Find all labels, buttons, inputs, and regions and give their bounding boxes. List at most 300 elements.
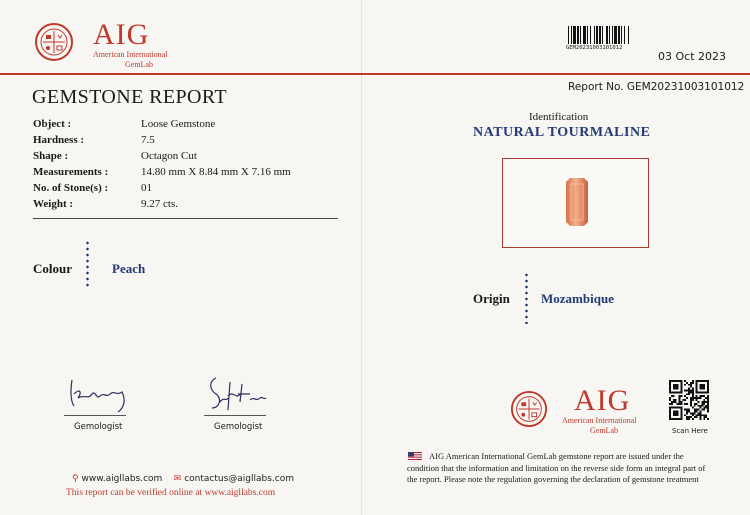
qr-module <box>696 388 698 390</box>
qr-module <box>686 393 688 395</box>
qr-module <box>680 391 682 393</box>
brand-name: AIG <box>93 18 150 51</box>
qr-module <box>673 399 675 401</box>
qr-module <box>701 386 703 388</box>
qr-module <box>690 405 692 407</box>
barcode-bar <box>609 26 610 44</box>
globe-icon: ⚲ <box>72 474 79 484</box>
qr-module <box>701 403 703 405</box>
qr-module <box>680 409 682 411</box>
qr-module <box>675 412 677 414</box>
qr-module <box>680 416 682 418</box>
qr-module <box>692 418 694 420</box>
qr-module <box>671 418 673 420</box>
qr-module <box>699 397 701 399</box>
qr-module <box>705 391 707 393</box>
qr-module <box>699 410 701 412</box>
qr-module <box>684 414 686 416</box>
qr-module <box>690 397 692 399</box>
qr-module <box>699 418 701 420</box>
qr-module <box>703 384 705 386</box>
qr-module <box>684 395 686 397</box>
qr-module <box>707 410 709 412</box>
qr-module <box>698 380 700 382</box>
qr-module <box>671 391 673 393</box>
qr-module <box>698 412 700 414</box>
detail-value: 01 <box>141 182 152 194</box>
qr-module <box>688 409 690 411</box>
barcode-bar <box>583 26 586 44</box>
qr-module <box>692 388 694 390</box>
qr-module <box>679 407 681 409</box>
qr-module <box>694 412 696 414</box>
qr-module <box>699 405 701 407</box>
header-rule <box>0 73 750 75</box>
qr-module <box>690 401 692 403</box>
qr-module <box>677 384 679 386</box>
qr-module <box>692 407 694 409</box>
qr-module <box>694 409 696 411</box>
qr-module <box>690 386 692 388</box>
qr-module <box>680 401 682 403</box>
qr-module <box>669 390 671 392</box>
qr-module <box>669 414 671 416</box>
barcode-bar <box>580 26 581 44</box>
page-title: GEMSTONE REPORT <box>32 86 228 108</box>
detail-value: 9.27 cts. <box>141 198 178 210</box>
qr-module <box>707 380 709 382</box>
qr-module <box>694 416 696 418</box>
qr-module <box>673 418 675 420</box>
brand-logo <box>93 20 167 70</box>
qr-module <box>690 412 692 414</box>
qr-module <box>675 386 677 388</box>
barcode-bar <box>590 26 591 44</box>
detail-label: Object : <box>33 118 72 130</box>
qr-module <box>677 410 679 412</box>
qr-module <box>675 399 677 401</box>
qr-module <box>679 403 681 405</box>
qr-module <box>669 384 671 386</box>
qr-module <box>707 386 709 388</box>
qr-module <box>686 418 688 420</box>
qr-module <box>703 418 705 420</box>
qr-module <box>677 407 679 409</box>
qr-module <box>688 391 690 393</box>
qr-module <box>688 390 690 392</box>
qr-module <box>671 395 673 397</box>
qr-module <box>703 380 705 382</box>
qr-module <box>696 380 698 382</box>
qr-module <box>690 390 692 392</box>
barcode-bar <box>568 26 569 44</box>
qr-module <box>707 399 709 401</box>
qr-module <box>677 418 679 420</box>
qr-module <box>696 395 698 397</box>
qr-module <box>707 391 709 393</box>
qr-module <box>675 388 677 390</box>
qr-module <box>673 380 675 382</box>
qr-module <box>669 407 671 409</box>
detail-value: Octagon Cut <box>141 150 197 162</box>
qr-module <box>673 401 675 403</box>
qr-module <box>680 407 682 409</box>
qr-module <box>703 391 705 393</box>
barcode-bar <box>612 26 613 44</box>
qr-module <box>707 397 709 399</box>
qr-module <box>699 384 701 386</box>
qr-module <box>694 403 696 405</box>
qr-module <box>699 395 701 397</box>
qr-module <box>680 384 682 386</box>
qr-module <box>696 414 698 416</box>
qr-module <box>679 401 681 403</box>
qr-module <box>705 414 707 416</box>
identification-label: Identification <box>529 111 589 123</box>
qr-module <box>692 391 694 393</box>
qr-module <box>703 414 705 416</box>
qr-module <box>696 382 698 384</box>
qr-module <box>669 386 671 388</box>
qr-module <box>690 382 692 384</box>
barcode-bar <box>628 26 629 44</box>
qr-module <box>669 403 671 405</box>
signature-1-label: Gemologist <box>74 422 123 432</box>
colour-dot-separator <box>86 240 89 288</box>
qr-module <box>703 416 705 418</box>
qr-module <box>692 414 694 416</box>
identification-value: NATURAL TOURMALINE <box>473 125 651 140</box>
qr-module <box>673 412 675 414</box>
qr-module <box>686 409 688 411</box>
brand-name: AIG <box>574 384 631 417</box>
qr-module <box>699 407 701 409</box>
qr-module <box>686 397 688 399</box>
barcode-bar <box>614 26 617 44</box>
qr-module <box>669 391 671 393</box>
qr-module <box>686 410 688 412</box>
qr-module <box>703 403 705 405</box>
aig-emblem-icon <box>510 390 548 428</box>
brand-line1: American International <box>562 416 637 425</box>
qr-module <box>692 382 694 384</box>
barcode-bar <box>624 26 625 44</box>
qr-module <box>686 403 688 405</box>
qr-module <box>682 399 684 401</box>
qr-code[interactable] <box>669 380 709 420</box>
barcode-bar <box>602 26 603 44</box>
brand-line2: GemLab <box>590 426 618 435</box>
qr-module <box>707 409 709 411</box>
brand-line2: GemLab <box>125 60 153 69</box>
qr-module <box>684 380 686 382</box>
qr-module <box>679 418 681 420</box>
qr-caption: Scan Here <box>672 427 708 435</box>
qr-module <box>686 390 688 392</box>
qr-module <box>679 399 681 401</box>
signature-1 <box>66 372 130 414</box>
qr-module <box>680 390 682 392</box>
qr-module <box>675 407 677 409</box>
qr-module <box>671 403 673 405</box>
qr-module <box>690 384 692 386</box>
qr-module <box>692 397 694 399</box>
qr-module <box>696 386 698 388</box>
qr-module <box>669 416 671 418</box>
qr-module <box>686 412 688 414</box>
qr-module <box>701 380 703 382</box>
qr-module <box>692 380 694 382</box>
qr-module <box>696 397 698 399</box>
qr-module <box>688 384 690 386</box>
signature-2 <box>206 372 270 414</box>
barcode <box>568 26 652 44</box>
qr-module <box>698 409 700 411</box>
aig-emblem-icon <box>34 22 74 62</box>
qr-module <box>677 414 679 416</box>
qr-module <box>673 407 675 409</box>
qr-module <box>701 409 703 411</box>
qr-module <box>698 414 700 416</box>
qr-module <box>694 410 696 412</box>
qr-module <box>696 409 698 411</box>
origin-value: Mozambique <box>541 291 614 306</box>
brand-line1: American International <box>93 50 168 59</box>
qr-module <box>692 393 694 395</box>
qr-module <box>688 393 690 395</box>
qr-module <box>669 399 671 401</box>
qr-module <box>673 386 675 388</box>
mail-icon: ✉ <box>173 474 182 484</box>
qr-module <box>692 399 694 401</box>
qr-module <box>690 403 692 405</box>
barcode-bar <box>596 26 598 44</box>
qr-module <box>680 386 682 388</box>
qr-module <box>675 410 677 412</box>
qr-module <box>698 405 700 407</box>
detail-label: Measurements : <box>33 166 109 178</box>
qr-module <box>707 401 709 403</box>
qr-module <box>696 403 698 405</box>
qr-module <box>680 414 682 416</box>
qr-module <box>686 382 688 384</box>
qr-module <box>701 401 703 403</box>
barcode-bar <box>594 26 595 44</box>
qr-module <box>679 397 681 399</box>
qr-module <box>696 410 698 412</box>
qr-module <box>699 414 701 416</box>
qr-module <box>684 390 686 392</box>
detail-value: 14.80 mm X 8.84 mm X 7.16 mm <box>141 166 291 178</box>
qr-module <box>673 388 675 390</box>
qr-module <box>705 407 707 409</box>
contact-line <box>72 474 294 484</box>
qr-module <box>677 391 679 393</box>
qr-module <box>673 395 675 397</box>
qr-module <box>703 401 705 403</box>
center-divider <box>361 0 362 515</box>
origin-dot-separator <box>525 272 528 324</box>
qr-module <box>680 382 682 384</box>
colour-value: Peach <box>112 261 146 276</box>
qr-module <box>669 418 671 420</box>
qr-module <box>677 412 679 414</box>
barcode-bar <box>618 26 620 44</box>
barcode-text: GEM20231003101012 <box>566 45 623 51</box>
qr-module <box>669 397 671 399</box>
qr-module <box>701 414 703 416</box>
qr-module <box>701 395 703 397</box>
website-link[interactable]: www.aigllabs.com <box>81 474 163 484</box>
verify-text: This report can be verified online at www.aigllabs.com <box>66 488 276 498</box>
qr-module <box>696 416 698 418</box>
qr-module <box>698 397 700 399</box>
qr-module <box>703 399 705 401</box>
qr-module <box>690 399 692 401</box>
qr-module <box>677 388 679 390</box>
qr-module <box>677 386 679 388</box>
qr-module <box>703 407 705 409</box>
qr-module <box>698 391 700 393</box>
qr-module <box>675 380 677 382</box>
qr-module <box>680 412 682 414</box>
qr-module <box>680 418 682 420</box>
qr-module <box>705 397 707 399</box>
qr-module <box>679 380 681 382</box>
report-number: Report No. GEM20231003101012 <box>568 81 745 93</box>
qr-module <box>684 409 686 411</box>
qr-module <box>673 391 675 393</box>
qr-module <box>669 380 671 382</box>
qr-module <box>686 416 688 418</box>
qr-module <box>705 416 707 418</box>
detail-label: Weight : <box>33 198 74 210</box>
qr-module <box>675 414 677 416</box>
qr-module <box>673 414 675 416</box>
qr-module <box>675 384 677 386</box>
qr-module <box>703 386 705 388</box>
detail-label: No. of Stone(s) : <box>33 182 109 194</box>
qr-module <box>707 405 709 407</box>
qr-module <box>675 418 677 420</box>
qr-module <box>680 410 682 412</box>
qr-module <box>688 416 690 418</box>
qr-module <box>688 418 690 420</box>
report-date: 03 Oct 2023 <box>658 50 727 63</box>
qr-module <box>694 397 696 399</box>
disclaimer-text: AIG American International GemLab gemstone report are issued under the condition that the information and limitation on the reverse side form an integral part of the report. Please note the regulation governing the declaration of gemstone treatment <box>407 451 706 484</box>
barcode-bar <box>577 26 579 44</box>
qr-module <box>701 405 703 407</box>
qr-module <box>707 418 709 420</box>
qr-module <box>707 395 709 397</box>
qr-module <box>699 386 701 388</box>
origin-label: Origin <box>473 291 510 306</box>
qr-module <box>707 403 709 405</box>
colour-label: Colour <box>33 261 72 276</box>
qr-module <box>707 384 709 386</box>
qr-module <box>705 380 707 382</box>
qr-module <box>696 391 698 393</box>
qr-module <box>699 388 701 390</box>
qr-module <box>679 395 681 397</box>
qr-module <box>705 405 707 407</box>
qr-module <box>671 380 673 382</box>
qr-module <box>675 401 677 403</box>
qr-module <box>703 409 705 411</box>
qr-module <box>692 390 694 392</box>
qr-module <box>696 399 698 401</box>
qr-module <box>699 412 701 414</box>
qr-module <box>684 384 686 386</box>
qr-module <box>675 391 677 393</box>
qr-module <box>690 416 692 418</box>
signature-1-line <box>64 415 126 416</box>
qr-module <box>701 384 703 386</box>
qr-module <box>690 391 692 393</box>
qr-module <box>699 416 701 418</box>
qr-module <box>707 388 709 390</box>
barcode-bar <box>573 26 576 44</box>
detail-value: 7.5 <box>141 134 155 146</box>
qr-module <box>703 395 705 397</box>
qr-module <box>677 403 679 405</box>
qr-module <box>680 380 682 382</box>
qr-module <box>684 399 686 401</box>
qr-module <box>707 390 709 392</box>
qr-module <box>696 384 698 386</box>
email-link[interactable]: contactus@aigllabs.com <box>184 474 295 484</box>
qr-module <box>680 395 682 397</box>
qr-module <box>673 410 675 412</box>
qr-module <box>698 401 700 403</box>
qr-module <box>669 388 671 390</box>
qr-module <box>699 391 701 393</box>
qr-module <box>679 391 681 393</box>
qr-module <box>692 412 694 414</box>
qr-module <box>684 403 686 405</box>
qr-module <box>699 380 701 382</box>
barcode-bar <box>621 26 622 44</box>
barcode-bar <box>587 26 588 44</box>
qr-module <box>703 388 705 390</box>
qr-module <box>694 405 696 407</box>
qr-module <box>669 410 671 412</box>
qr-module <box>688 388 690 390</box>
detail-label: Shape : <box>33 150 69 162</box>
qr-module <box>701 391 703 393</box>
qr-module <box>671 407 673 409</box>
brand-logo-bottom <box>562 386 636 436</box>
qr-module <box>680 388 682 390</box>
signature-2-line <box>204 415 266 416</box>
qr-module <box>671 401 673 403</box>
qr-module <box>669 382 671 384</box>
details-divider <box>33 218 338 219</box>
qr-module <box>696 390 698 392</box>
detail-value: Loose Gemstone <box>141 118 216 130</box>
barcode-bar <box>606 26 608 44</box>
qr-module <box>705 401 707 403</box>
qr-module <box>669 409 671 411</box>
qr-module <box>707 382 709 384</box>
barcode-bar <box>571 26 572 44</box>
qr-module <box>677 380 679 382</box>
qr-module <box>669 412 671 414</box>
gemstone-image <box>566 178 588 226</box>
qr-module <box>707 407 709 409</box>
qr-module <box>692 395 694 397</box>
